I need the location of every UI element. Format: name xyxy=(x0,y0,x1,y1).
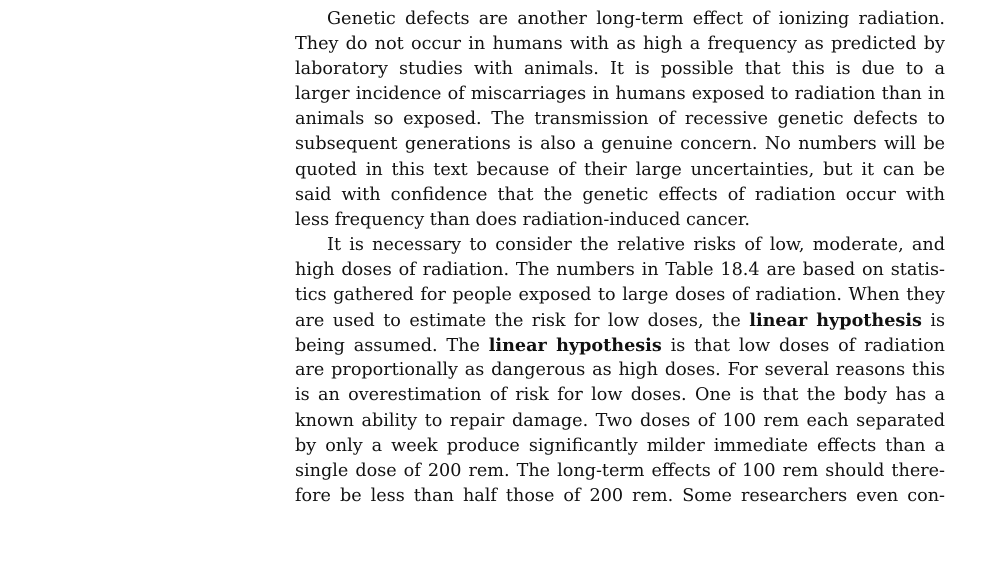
text-line: less frequency than does radiation-induced cancer. xyxy=(295,209,750,230)
text-line: subsequent generations is also a genuine concern. No numbers will be xyxy=(295,134,945,155)
text-line: single dose of 200 rem. The long-term effects of 100 rem should there- xyxy=(295,460,945,481)
text-segment: being assumed. The xyxy=(295,336,480,357)
text-line: is an overestimation of risk for low doses. One is that the body has a xyxy=(295,385,945,406)
text-line: said with confidence that the genetic effects of radiation occur with xyxy=(295,184,945,205)
text-line: larger incidence of miscarriages in humans exposed to radiation than in xyxy=(295,84,945,105)
text-line: by only a week produce significantly milder immediate effects than a xyxy=(295,435,945,456)
paragraph-genetic-defects xyxy=(295,7,945,233)
bold-term-linear-hypothesis: linear hypothesis xyxy=(488,335,662,357)
text-segment: is xyxy=(930,311,946,332)
paragraph-relative-risks xyxy=(295,233,945,509)
text-line: quoted in this text because of their large uncertainties, but it can be xyxy=(295,159,945,180)
bold-term-linear-hypothesis: linear hypothesis xyxy=(749,310,922,332)
text-line: high doses of radiation. The numbers in Table 18.4 are based on statis- xyxy=(295,259,945,280)
text-segment: are used to estimate the risk for low doses, the xyxy=(295,311,741,332)
document-page xyxy=(295,7,945,509)
text-line xyxy=(295,308,945,333)
text-line: are proportionally as dangerous as high doses. For several reasons this xyxy=(295,360,945,381)
text-line: known ability to repair damage. Two doses of 100 rem each separated xyxy=(295,410,945,431)
text-line: laboratory studies with animals. It is possible that this is due to a xyxy=(295,59,945,80)
text-line: Genetic defects are another long-term effect of ionizing radiation. xyxy=(327,9,945,29)
text-line: animals so exposed. The transmission of recessive genetic defects to xyxy=(295,109,945,130)
text-line: tics gathered for people exposed to large doses of radiation. When they xyxy=(295,285,945,306)
text-segment: is that low doses of radiation xyxy=(670,336,946,357)
text-line: It is necessary to consider the relative risks of low, moderate, and xyxy=(327,234,945,255)
text-line xyxy=(295,333,945,358)
text-line: They do not occur in humans with as high a frequency as predicted by xyxy=(295,34,945,55)
text-line: fore be less than half those of 200 rem. Some researchers even con- xyxy=(295,485,945,506)
